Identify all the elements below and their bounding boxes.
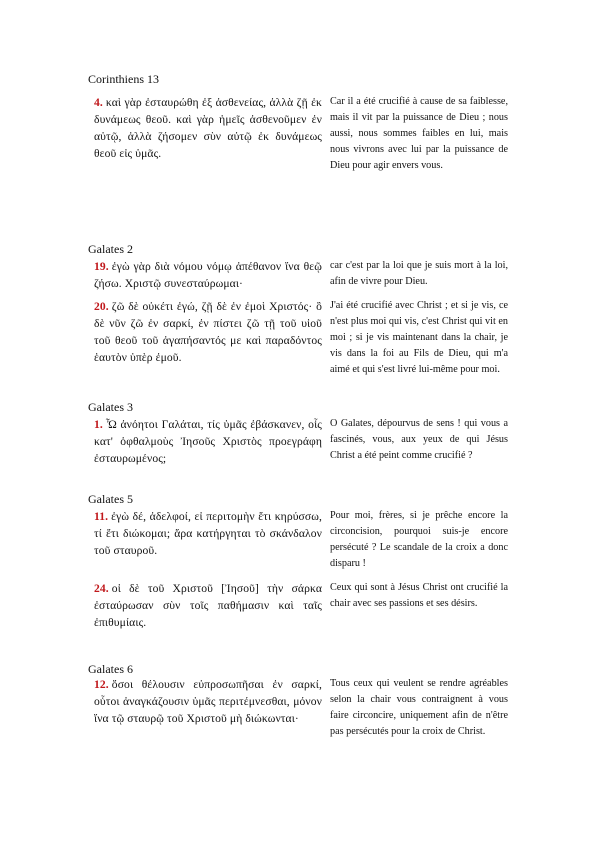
section-heading: Galates 6 bbox=[88, 662, 133, 676]
french-verse: J'ai été crucifié avec Christ ; et si je vis, ce n'est plus moi qui vis, c'est Christ qui vit en moi ; si je vis maintenant dans la chair, je vis dans la foi au Fils de Dieu, qui m'a aimé et qui s'est livré lui-même pour moi. bbox=[330, 300, 508, 375]
greek-text: ἐγὼ γὰρ διὰ νόμου νόμῳ ἀπέθανον ἵνα θεῷ ζήσω. Χριστῷ συνεσταύρωμαι· bbox=[94, 260, 322, 290]
section-galates-5 bbox=[88, 492, 508, 629]
section-heading: Galates 5 bbox=[88, 492, 133, 506]
section-galates-6 bbox=[88, 662, 508, 737]
greek-verse bbox=[94, 508, 322, 559]
greek-text: ἐγὼ δέ, ἀδελφοί, εἰ περιτομὴν ἔτι κηρύσσω, τί ἔτι διώκομαι; ἄρα κατήργηται τὸ σκάνδαλον τοῦ σταυροῦ. bbox=[94, 510, 322, 557]
greek-text: ὅσοι θέλουσιν εὐπροσωπῆσαι ἐν σαρκί, οὗτοι ἀναγκάζουσιν ὑμᾶς περιτέμνεσθαι, μόνον ἵνα τῷ σταυρῷ τοῦ Χριστοῦ μὴ διώκωνται· bbox=[94, 678, 322, 725]
greek-verse bbox=[94, 676, 322, 727]
verse-number: 24. bbox=[94, 582, 109, 595]
french-verse: Ceux qui sont à Jésus Christ ont crucifié la chair avec ses passions et ses désirs. bbox=[330, 582, 508, 609]
verse-number: 19. bbox=[94, 260, 109, 273]
section-galates-2 bbox=[88, 242, 508, 375]
section-heading: Galates 2 bbox=[88, 242, 133, 256]
verse-number: 20. bbox=[94, 300, 109, 313]
verse-number: 1. bbox=[94, 418, 103, 431]
section-heading: Galates 3 bbox=[88, 400, 133, 414]
verse-number: 11. bbox=[94, 510, 109, 523]
french-verse: car c'est par la loi que je suis mort à la loi, afin de vivre pour Dieu. bbox=[330, 260, 508, 287]
greek-verse bbox=[94, 580, 322, 631]
french-verse: Car il a été crucifié à cause de sa faiblesse, mais il vit par la puissance de Dieu ; nous aussi, nous sommes faibles en lui, mais nous vivrons avec lui par la puissance de Dieu pour agir envers vous. bbox=[330, 96, 508, 171]
greek-verse bbox=[94, 94, 322, 162]
french-verse: Tous ceux qui veulent se rendre agréables selon la chair vous contraignent à vous faire circoncire, uniquement afin de n'être pas persécutés pour la croix de Christ. bbox=[330, 678, 508, 737]
section-galates-3 bbox=[88, 400, 508, 465]
french-verse: Pour moi, frères, si je prêche encore la circoncision, pourquoi suis-je encore persécuté ? Le scandale de la croix a donc disparu ! bbox=[330, 510, 508, 569]
greek-text: ζῶ δὲ οὐκέτι ἐγώ, ζῇ δὲ ἐν ἐμοὶ Χριστός· ὃ δὲ νῦν ζῶ ἐν σαρκί, ἐν πίστει ζῶ τῇ τοῦ υἱοῦ τοῦ θεοῦ τοῦ ἀγαπήσαντός με καὶ παραδόντος ἑαυτὸν ὑπὲρ ἐμοῦ. bbox=[94, 300, 322, 364]
section-corinthiens-13 bbox=[88, 72, 508, 171]
greek-text: καὶ γὰρ ἐσταυρώθη ἐξ ἀσθενείας, ἀλλὰ ζῇ ἐκ δυνάμεως θεοῦ. καὶ γὰρ ἡμεῖς ἀσθενοῦμεν ἐν αὐτῷ, ἀλλὰ ζήσομεν σὺν αὐτῷ ἐκ δυνάμεως θεοῦ εἰς ὑμᾶς. bbox=[94, 96, 322, 160]
section-heading: Corinthiens 13 bbox=[88, 72, 159, 86]
greek-verse bbox=[94, 416, 322, 467]
verse-number: 12. bbox=[94, 678, 109, 691]
greek-verse bbox=[94, 298, 322, 366]
greek-text: Ὦ ἀνόητοι Γαλάται, τίς ὑμᾶς ἐβάσκανεν, οἷς κατ' ὀφθαλμοὺς Ἰησοῦς Χριστὸς προεγράφη ἐσταυρωμένος; bbox=[94, 418, 322, 465]
greek-verse bbox=[94, 258, 322, 292]
greek-text: οἱ δὲ τοῦ Χριστοῦ [Ἰησοῦ] τὴν σάρκα ἐσταύρωσαν σὺν τοῖς παθήμασιν καὶ ταῖς ἐπιθυμίαις. bbox=[94, 582, 322, 629]
french-verse: O Galates, dépourvus de sens ! qui vous a fascinés, vous, aux yeux de qui Jésus Christ a été peint comme crucifié ? bbox=[330, 418, 508, 461]
verse-number: 4. bbox=[94, 96, 103, 109]
